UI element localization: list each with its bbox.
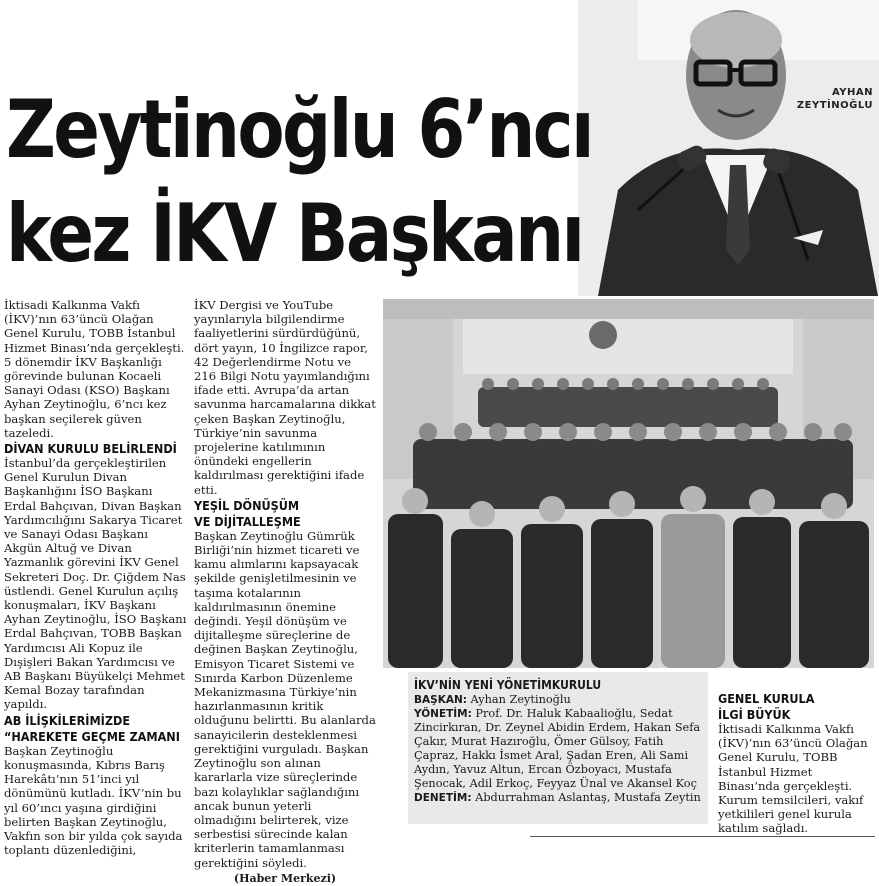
president-label: BAŞKAN: bbox=[414, 694, 467, 706]
audit-label: DENETİM: bbox=[414, 792, 472, 804]
management-label: YÖNETİM: bbox=[414, 708, 472, 720]
subheading-ab-2: “HAREKETE GEÇME ZAMANI bbox=[4, 728, 180, 744]
management-names: Prof. Dr. Haluk Kabaalioğlu, Sedat Zincirkıran, Dr. Zeynel Abidin Erdem, Hakan Sefa Çakır, Murat Hazıroğlu, Ömer Gülsoy, Fatih Çapraz, Hakkı İsmet Aral, Şadan Eren, Ali Sami Aydın, Yavuz Altun, Ercan Özboyacı, Mustafa Şenocak, Adil Erkoç, Feyyaz Ünal ve Akansel Koç bbox=[414, 707, 701, 790]
headline-line-1: Zeytinoğlu 6’ncı bbox=[6, 83, 592, 176]
audit-names: Abdurrahman Aslantaş, Mustafa Zeytin bbox=[471, 791, 701, 804]
caption-last-name: ZEYTİNOĞLU bbox=[796, 100, 873, 111]
portrait-illustration bbox=[578, 0, 879, 296]
portrait-photo bbox=[578, 0, 879, 296]
paragraph-customs: Başkan Zeytinoğlu Gümrük Birliği’nin hizmet ticareti ve kamu alımlarını kapsayacak şekilde genişletilmesinin ve taşıma kotalarının kaldırılmasının önemine değindi. Yeşil dönüşüm ve dijitalleşme süreçlerine de değinen Başkan Zeytinoğlu, Emisyon Ticaret Sistemi ve Sınırda Karbon Düzenleme Mekanizmasına Türkiye’nin hazırlanmasının kritik olduğunu belirtti. Bu alanlarda sanayicilerin desteklenmesi gerektiğini vurguladı. Başkan Zeytinoğlu son alınan kararlarla vize süreçlerinde bazı kolaylıklar sağlandığını ancak bunun yeterli olmadığını belirterek, vize serbestisi sürecinde kalan kriterlerin tamamlanması gerektiğini söyledi. bbox=[194, 528, 376, 870]
board-audit bbox=[414, 791, 702, 805]
article-column-2 bbox=[194, 298, 376, 886]
portrait-caption bbox=[797, 86, 873, 112]
subheading-green-1: YEŞİL DÖNÜŞÜM bbox=[194, 497, 300, 513]
article-column-3 bbox=[718, 690, 874, 836]
headline-line-2: kez İKV Başkanı bbox=[6, 187, 583, 280]
subheading-green-2: VE DİJİTALLEŞME bbox=[194, 513, 301, 529]
group-photo-illustration bbox=[383, 299, 874, 668]
subheading-interest-2: İLGİ BÜYÜK bbox=[718, 707, 791, 722]
paragraph-divan: İstanbul’da gerçekleştirilen Genel Kurulun Divan Başkanlığını İSO Başkanı Erdal Bahçıvan, Divan Başkan Yardımcılığını Sakarya Ticaret ve Sanayi Odası Başkanı Akgün Altuğ ve Divan Yazmanlık görevini İKV Genel Sekreteri Doç. Dr. Çiğdem Nas üstlendi. Genel Kurulun açılış konuşmaları, İKV Başkanı Ayhan Zeytinoğlu, İSO Başkanı Erdal Bahçıvan, TOBB Başkan Yardımcısı Ali Kopuz ile Dışişleri Bakan Yardımcısı ve AB Başkanı Büyükelçi Mehmet Kemal Bozay tarafından yapıldı. bbox=[4, 456, 187, 712]
president-name: Ayhan Zeytinoğlu bbox=[466, 693, 571, 706]
caption-first-name: AYHAN bbox=[831, 87, 873, 98]
paragraph-interest: İktisadi Kalkınma Vakfı (İKV)’nın 63’üncü Olağan Genel Kurulu, TOBB İstanbul Hizmet Binası’nda gerçekleşti. Kurum temsilcileri, vakıf yetkilileri genel kurula katılım sağladı. bbox=[718, 722, 868, 836]
subheading-divan: DİVAN KURULU BELİRLENDİ bbox=[4, 441, 177, 457]
group-photo bbox=[383, 299, 874, 668]
paragraph-speech: Başkan Zeytinoğlu konuşmasında, Kıbrıs Barış Harekâtı’nın 51’inci yıl dönümünü kutladı. İKV’nin bu yıl 60’ıncı yaşına girdiğini belirten Başkan Zeytinoğlu, Vakfın son bir yılda çok sayıda toplantı düzenlediğini, bbox=[4, 743, 183, 858]
headline bbox=[6, 78, 599, 286]
byline: (Haber Merkezi) bbox=[233, 871, 337, 885]
subheading-ab-1: AB İLİŞKİLERİMİZDE bbox=[4, 712, 131, 728]
board-president bbox=[414, 693, 702, 707]
article-column-1 bbox=[4, 298, 187, 857]
subheading-interest-1: GENEL KURULA bbox=[718, 691, 815, 706]
paragraph-intro: İktisadi Kalkınma Vakfı (İKV)’nın 63’üncü Olağan Genel Kurulu, TOBB İstanbul Hizmet Binası’nda gerçekleşti. 5 dönemdir İKV Başkanlığı görevinde bulunan Kocaeli Sanayi Odası (KSO) Başkanı Ayhan Zeytinoğlu, 6’ncı kez başkan seçilerek güven tazeledi. bbox=[4, 298, 185, 440]
bottom-rule bbox=[530, 836, 875, 837]
board-title: İKV’NİN YENİ YÖNETİMKURULU bbox=[414, 678, 602, 692]
board-box bbox=[408, 672, 708, 824]
paragraph-publications: İKV Dergisi ve YouTube yayınlarıyla bilgilendirme faaliyetlerini sürdürdüğünü, dört yayın, 10 İngilizce rapor, 42 Değerlendirme Notu ve 216 Bilgi Notu yayımlandığını ifade etti. Avrupa’da artan savunma harcamalarına dikkat çeken Başkan Zeytinoğlu, Türkiye’nin savunma projelerine katılımının önündeki engellerin kaldırılması gerektiğini ifade etti. bbox=[194, 298, 376, 497]
board-management bbox=[414, 707, 702, 791]
